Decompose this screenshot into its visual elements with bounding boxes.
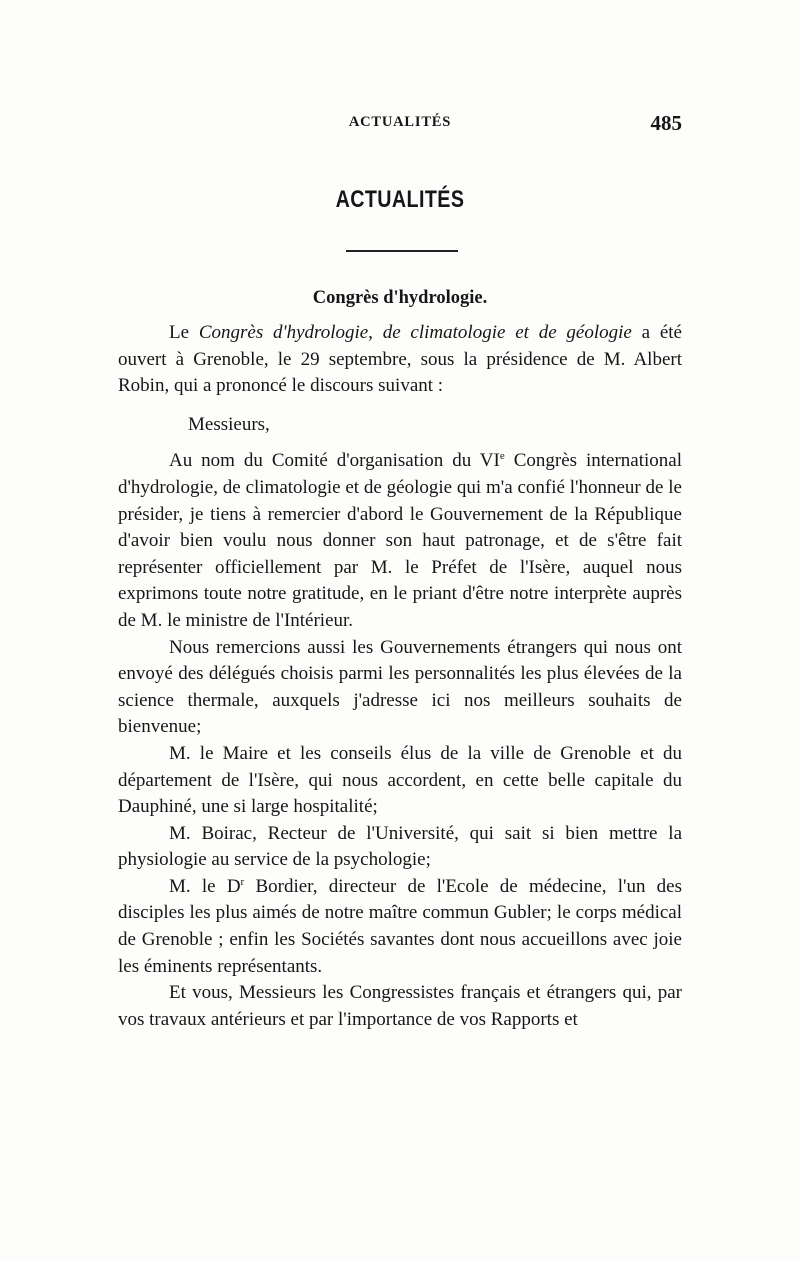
intro-start: Le (169, 322, 199, 343)
paragraph-5-superscript: r (240, 875, 245, 888)
paragraph-1-superscript: e (499, 450, 505, 463)
paragraph-2: Nous remercions aussi les Gouvernements étrangers qui nous ont envoyé des délégués choisis parmi les personnalités les plus élevées de la science thermale, auxquels j'adresse ici nos meilleurs souhaits de bienvenue; (118, 636, 682, 738)
page-number: 485 (650, 111, 682, 135)
paragraph-1-end: Congrès international d'hydrologie, de climatologie et de géologie qui m'a confié l'honneur de le présider, je tiens à remercier d'abord le Gouvernement de la République d'avoir bien voulu nous donner son haut patronage, et de s'être fait représenter officiellement par M. le Préfet de l'Isère, auquel nous exprimons toute notre gratitude, en le priant d'être notre interprète auprès de M. le ministre de l'Intérieur. (118, 450, 682, 631)
title-rule (346, 250, 458, 252)
paragraph-5 (118, 874, 682, 980)
section-title: ACTUALITÉS (335, 186, 465, 213)
intro-congress-title: Congrès d'hydrologie, de climatologie et de géologie (198, 322, 632, 343)
paragraph-4: M. Boirac, Recteur de l'Université, qui sait si bien mettre la physiologie au service de la psychologie; (118, 822, 682, 871)
running-head (118, 111, 682, 138)
paragraph-6: Et vous, Messieurs les Congressistes français et étrangers qui, par vos travaux antérieurs et par l'importance de vos Rapports et (118, 982, 682, 1030)
article-subtitle: Congrès d'hydrologie. (312, 288, 488, 308)
body-text (118, 320, 682, 1033)
salutation: Messieurs, (188, 413, 270, 435)
paragraph-1-start: Au nom du Comité d'organisation du VI (169, 450, 500, 472)
intro-paragraph (118, 320, 682, 400)
paragraph-5-start: M. le D (169, 875, 241, 897)
paragraph-1 (118, 448, 682, 634)
running-head-title: ACTUALITÉS (348, 114, 452, 130)
paragraph-3: M. le Maire et les conseils élus de la ville de Grenoble et du département de l'Isère, qui nous accordent, en cette belle capitale du Dauphiné, une si large hospitalité; (118, 742, 682, 818)
paragraph-5-end: Bordier, directeur de l'Ecole de médecine, l'un des disciples les plus aimés de notre maître commun Gubler; le corps médical de Grenoble ; enfin les Sociétés savantes dont nous accueillons avec joie les éminents représentants. (118, 875, 682, 977)
intro-end: a été ouvert à Grenoble, le 29 septembre, sous la présidence de M. Albert Robin, qui a prononcé le discours suivant : (118, 322, 682, 397)
